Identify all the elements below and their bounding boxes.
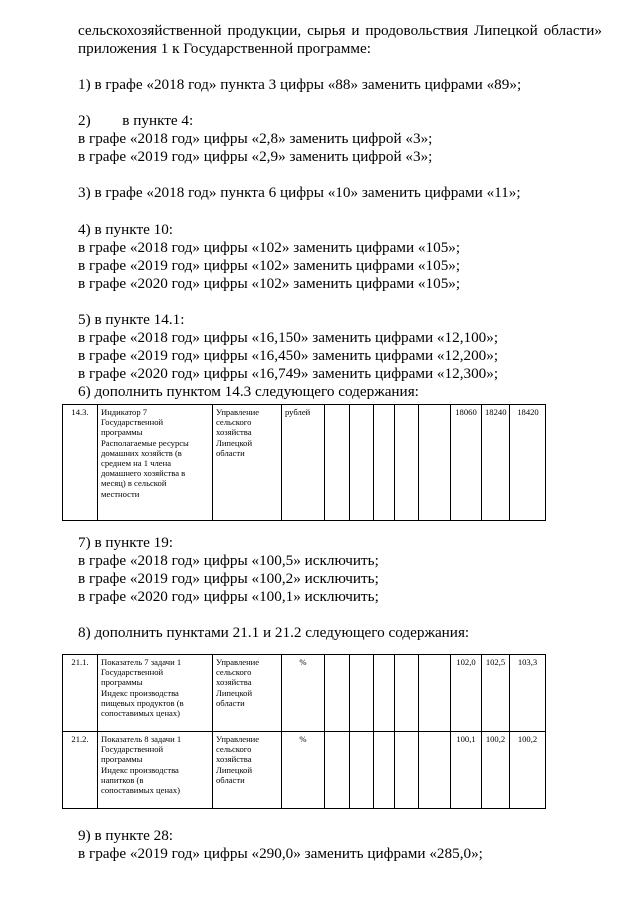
indicator-name: Индикатор 7 Государственной программы Располагаемые ресурсы домашних хозяйств (в среднем на 1 члена домашнего хозяйства в месяц) в сельской местности bbox=[98, 405, 213, 521]
row-number: 14.3. bbox=[63, 405, 98, 521]
empty-cell bbox=[395, 732, 419, 809]
unit: % bbox=[282, 655, 325, 732]
empty-cell bbox=[350, 655, 374, 732]
intro-word: и bbox=[351, 22, 360, 39]
item-8: 8) дополнить пунктами 21.1 и 21.2 следующего содержания: bbox=[78, 624, 470, 641]
row-number: 21.1. bbox=[63, 655, 98, 732]
empty-cell bbox=[419, 405, 451, 521]
table-21 bbox=[62, 654, 546, 809]
empty-cell bbox=[374, 655, 395, 732]
intro-word: продовольствия bbox=[365, 22, 469, 39]
item-9-a: в графе «2019 год» цифры «290,0» заменить цифрами «285,0»; bbox=[78, 845, 483, 862]
intro-line-1 bbox=[78, 22, 602, 40]
item-7-c: в графе «2020 год» цифры «100,1» исключить; bbox=[78, 588, 379, 605]
table-row bbox=[63, 655, 546, 732]
intro-word: Липецкой bbox=[473, 22, 538, 39]
item-5-heading: 5) в пункте 14.1: bbox=[78, 311, 185, 328]
empty-cell bbox=[374, 732, 395, 809]
empty-cell bbox=[325, 655, 350, 732]
item-6: 6) дополнить пунктом 14.3 следующего содержания: bbox=[78, 383, 419, 400]
item-5-b: в графе «2019 год» цифры «16,450» заменить цифрами «12,200»; bbox=[78, 347, 499, 364]
value-2018: 102,0 bbox=[451, 655, 482, 732]
empty-cell bbox=[325, 405, 350, 521]
item-1: 1) в графе «2018 год» пункта 3 цифры «88» заменить цифрами «89»; bbox=[78, 76, 522, 93]
responsible-org: Управление сельского хозяйства Липецкой области bbox=[213, 655, 282, 732]
empty-cell bbox=[350, 405, 374, 521]
item-4-c: в графе «2020 год» цифры «102» заменить цифрами «105»; bbox=[78, 275, 461, 292]
value-2019: 18240 bbox=[482, 405, 510, 521]
responsible-org: Управление сельского хозяйства Липецкой области bbox=[213, 405, 282, 521]
empty-cell bbox=[374, 405, 395, 521]
intro-word: области» bbox=[543, 22, 602, 39]
value-2020: 100,2 bbox=[510, 732, 546, 809]
item-9-heading: 9) в пункте 28: bbox=[78, 827, 174, 844]
item-4-heading: 4) в пункте 10: bbox=[78, 221, 174, 238]
empty-cell bbox=[395, 655, 419, 732]
value-2020: 18420 bbox=[510, 405, 546, 521]
responsible-org: Управление сельского хозяйства Липецкой области bbox=[213, 732, 282, 809]
empty-cell bbox=[325, 732, 350, 809]
indicator-name: Показатель 7 задачи 1 Государственной программы Индекс производства пищевых продуктов (в сопоставимых ценах) bbox=[98, 655, 213, 732]
table-row bbox=[63, 405, 546, 521]
item-5-c: в графе «2020 год» цифры «16,749» заменить цифрами «12,300»; bbox=[78, 365, 499, 382]
item-4-b: в графе «2019 год» цифры «102» заменить цифрами «105»; bbox=[78, 257, 461, 274]
item-2-number: 2) bbox=[78, 112, 91, 129]
item-7-heading: 7) в пункте 19: bbox=[78, 534, 174, 551]
table-14-3 bbox=[62, 404, 546, 521]
value-2018: 18060 bbox=[451, 405, 482, 521]
unit: рублей bbox=[282, 405, 325, 521]
value-2020: 103,3 bbox=[510, 655, 546, 732]
item-3: 3) в графе «2018 год» пункта 6 цифры «10» заменить цифрами «11»; bbox=[78, 184, 521, 201]
item-5-a: в графе «2018 год» цифры «16,150» заменить цифрами «12,100»; bbox=[78, 329, 499, 346]
item-4-a: в графе «2018 год» цифры «102» заменить цифрами «105»; bbox=[78, 239, 461, 256]
item-2-heading-text: в пункте 4: bbox=[122, 112, 194, 129]
value-2018: 100,1 bbox=[451, 732, 482, 809]
item-7-a: в графе «2018 год» цифры «100,5» исключить; bbox=[78, 552, 379, 569]
empty-cell bbox=[350, 732, 374, 809]
row-number: 21.2. bbox=[63, 732, 98, 809]
intro-word: продукции, bbox=[227, 22, 302, 39]
indicator-name: Показатель 8 задачи 1 Государственной программы Индекс производства напитков (в сопоставимых ценах) bbox=[98, 732, 213, 809]
empty-cell bbox=[419, 655, 451, 732]
intro-word: сырья bbox=[307, 22, 346, 39]
table-row bbox=[63, 732, 546, 809]
empty-cell bbox=[395, 405, 419, 521]
value-2019: 102,5 bbox=[482, 655, 510, 732]
empty-cell bbox=[419, 732, 451, 809]
intro-line-2: приложения 1 к Государственной программе: bbox=[78, 40, 371, 57]
item-2-b: в графе «2019 год» цифры «2,9» заменить цифрой «3»; bbox=[78, 148, 433, 165]
unit: % bbox=[282, 732, 325, 809]
item-2-heading bbox=[78, 112, 193, 130]
item-2-a: в графе «2018 год» цифры «2,8» заменить цифрой «3»; bbox=[78, 130, 433, 147]
value-2019: 100,2 bbox=[482, 732, 510, 809]
item-7-b: в графе «2019 год» цифры «100,2» исключить; bbox=[78, 570, 379, 587]
intro-word: сельскохозяйственной bbox=[78, 22, 222, 39]
